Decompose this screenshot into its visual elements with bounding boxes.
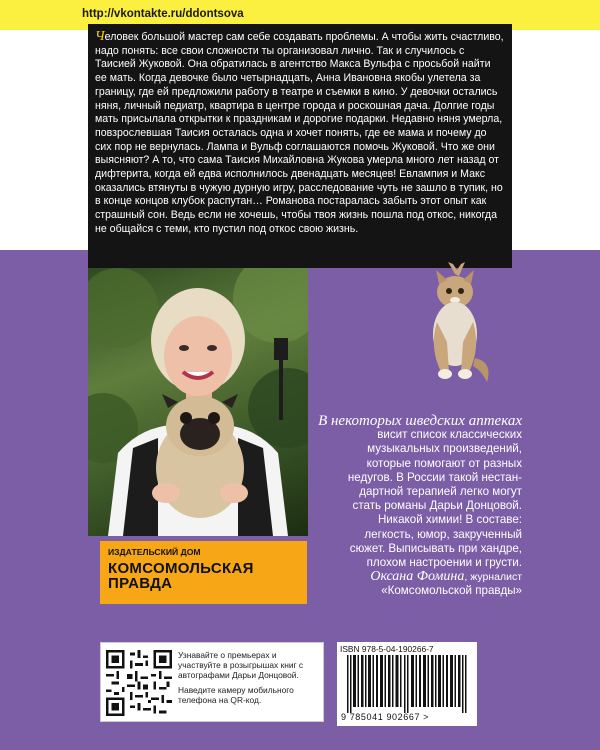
publisher-name-line1: КОМСОМОЛЬСКАЯ <box>108 560 254 577</box>
author-photo-illustration <box>88 268 308 536</box>
qr-text-instruction: Наведите камеру мобильного телефона на QR-код. <box>178 684 294 705</box>
quote-author: Оксана Фомина <box>370 569 465 585</box>
cat-illustration <box>415 262 495 387</box>
qr-text-promo: Узнавайте о премьерах и участвуйте в розыгрышах книг с автографами Дарьи Донцовой. <box>178 650 304 681</box>
publisher-label: ИЗДАТЕЛЬСКИЙ ДОМ <box>108 547 201 557</box>
quote-line: легкость, юмор, закрученный <box>364 527 522 541</box>
isbn-label: ISBN 978-5-04-190266-7 <box>340 644 434 654</box>
quote-line: висит список классических <box>377 428 522 442</box>
quote-author-role: , журналист <box>464 571 522 584</box>
barcode-digits: 9 785041 902667 > <box>341 712 430 722</box>
drop-cap: Ч <box>95 29 105 44</box>
quote-line: Никакой химии! В составе: <box>377 513 522 527</box>
quote-line: недугов. В России такой нестан- <box>347 470 522 484</box>
author-url[interactable]: http://vkontakte.ru/ddontsova <box>82 8 244 20</box>
quote-attribution <box>304 570 522 584</box>
quote-line: стать романы Дарьи Донцовой. <box>352 499 522 513</box>
publisher-name <box>108 561 254 591</box>
blurb-text: еловек большой мастер сам себе создавать проблемы. А чтобы жить счастливо, надо понять: все свои сложности ты организовал лично. Так и случилось с Таисией Жуковой. Она обратилась в агентство Макса Вульфа с просьбой найти ее мать. Когда девочке было четырнадцать, Анна Ивановна якобы улетела за границу, где ей предложили работу в театре и съемки в кино. У девочки остались няня, личный педиатр, квартира в центре города и роскошная дача. Долгие годы мать присылала открытки к праздникам и дорогие подарки. Недавно няня умерла, повзрослевшая Таисия осталась одна и хочет понять, где ее мама и почему до сих пор не вернулась. Лампа и Вульф соглашаются помочь Жуковой. Что же они выясняют? А то, что сама Таисия Михайловна Жукова умерла много лет назад от дифтерита, когда ей едва исполнилось двенадцать месяцев! Евлампия и Макс оказались втянуты в чужую дурную игру, расследование чуть не зашло в тупик, но в конце концов клубок распутан… Романова постаралась забыть этот опыт как страшный сон. Ведь если не хочешь, чтобы твоя жизнь пошла под откос, никогда не общайся с теми, кто пустил под откос свою жизнь. <box>95 31 504 235</box>
review-quote <box>304 414 522 599</box>
publisher-logo <box>100 541 307 604</box>
barcode-panel <box>337 642 477 726</box>
quote-line: плохом настроении и грусти. <box>366 556 522 570</box>
quote-line: сюжет. Выписывать при хандре, <box>349 541 522 555</box>
quote-line: которые помогают от разных <box>366 456 522 470</box>
quote-line: дартной терапией легко могут <box>359 485 522 499</box>
qr-description <box>178 650 318 705</box>
blurb-text-block <box>95 30 505 237</box>
quote-source: «Комсомольской правды» <box>381 584 522 598</box>
author-photo <box>88 268 308 536</box>
publisher-name-line2: ПРАВДА <box>108 575 173 592</box>
quote-line: музыкальных произведений, <box>367 442 522 456</box>
quote-line: В некоторых шведских аптеках <box>318 413 522 429</box>
barcode-icon <box>347 655 467 713</box>
qr-code-icon[interactable] <box>106 650 172 716</box>
